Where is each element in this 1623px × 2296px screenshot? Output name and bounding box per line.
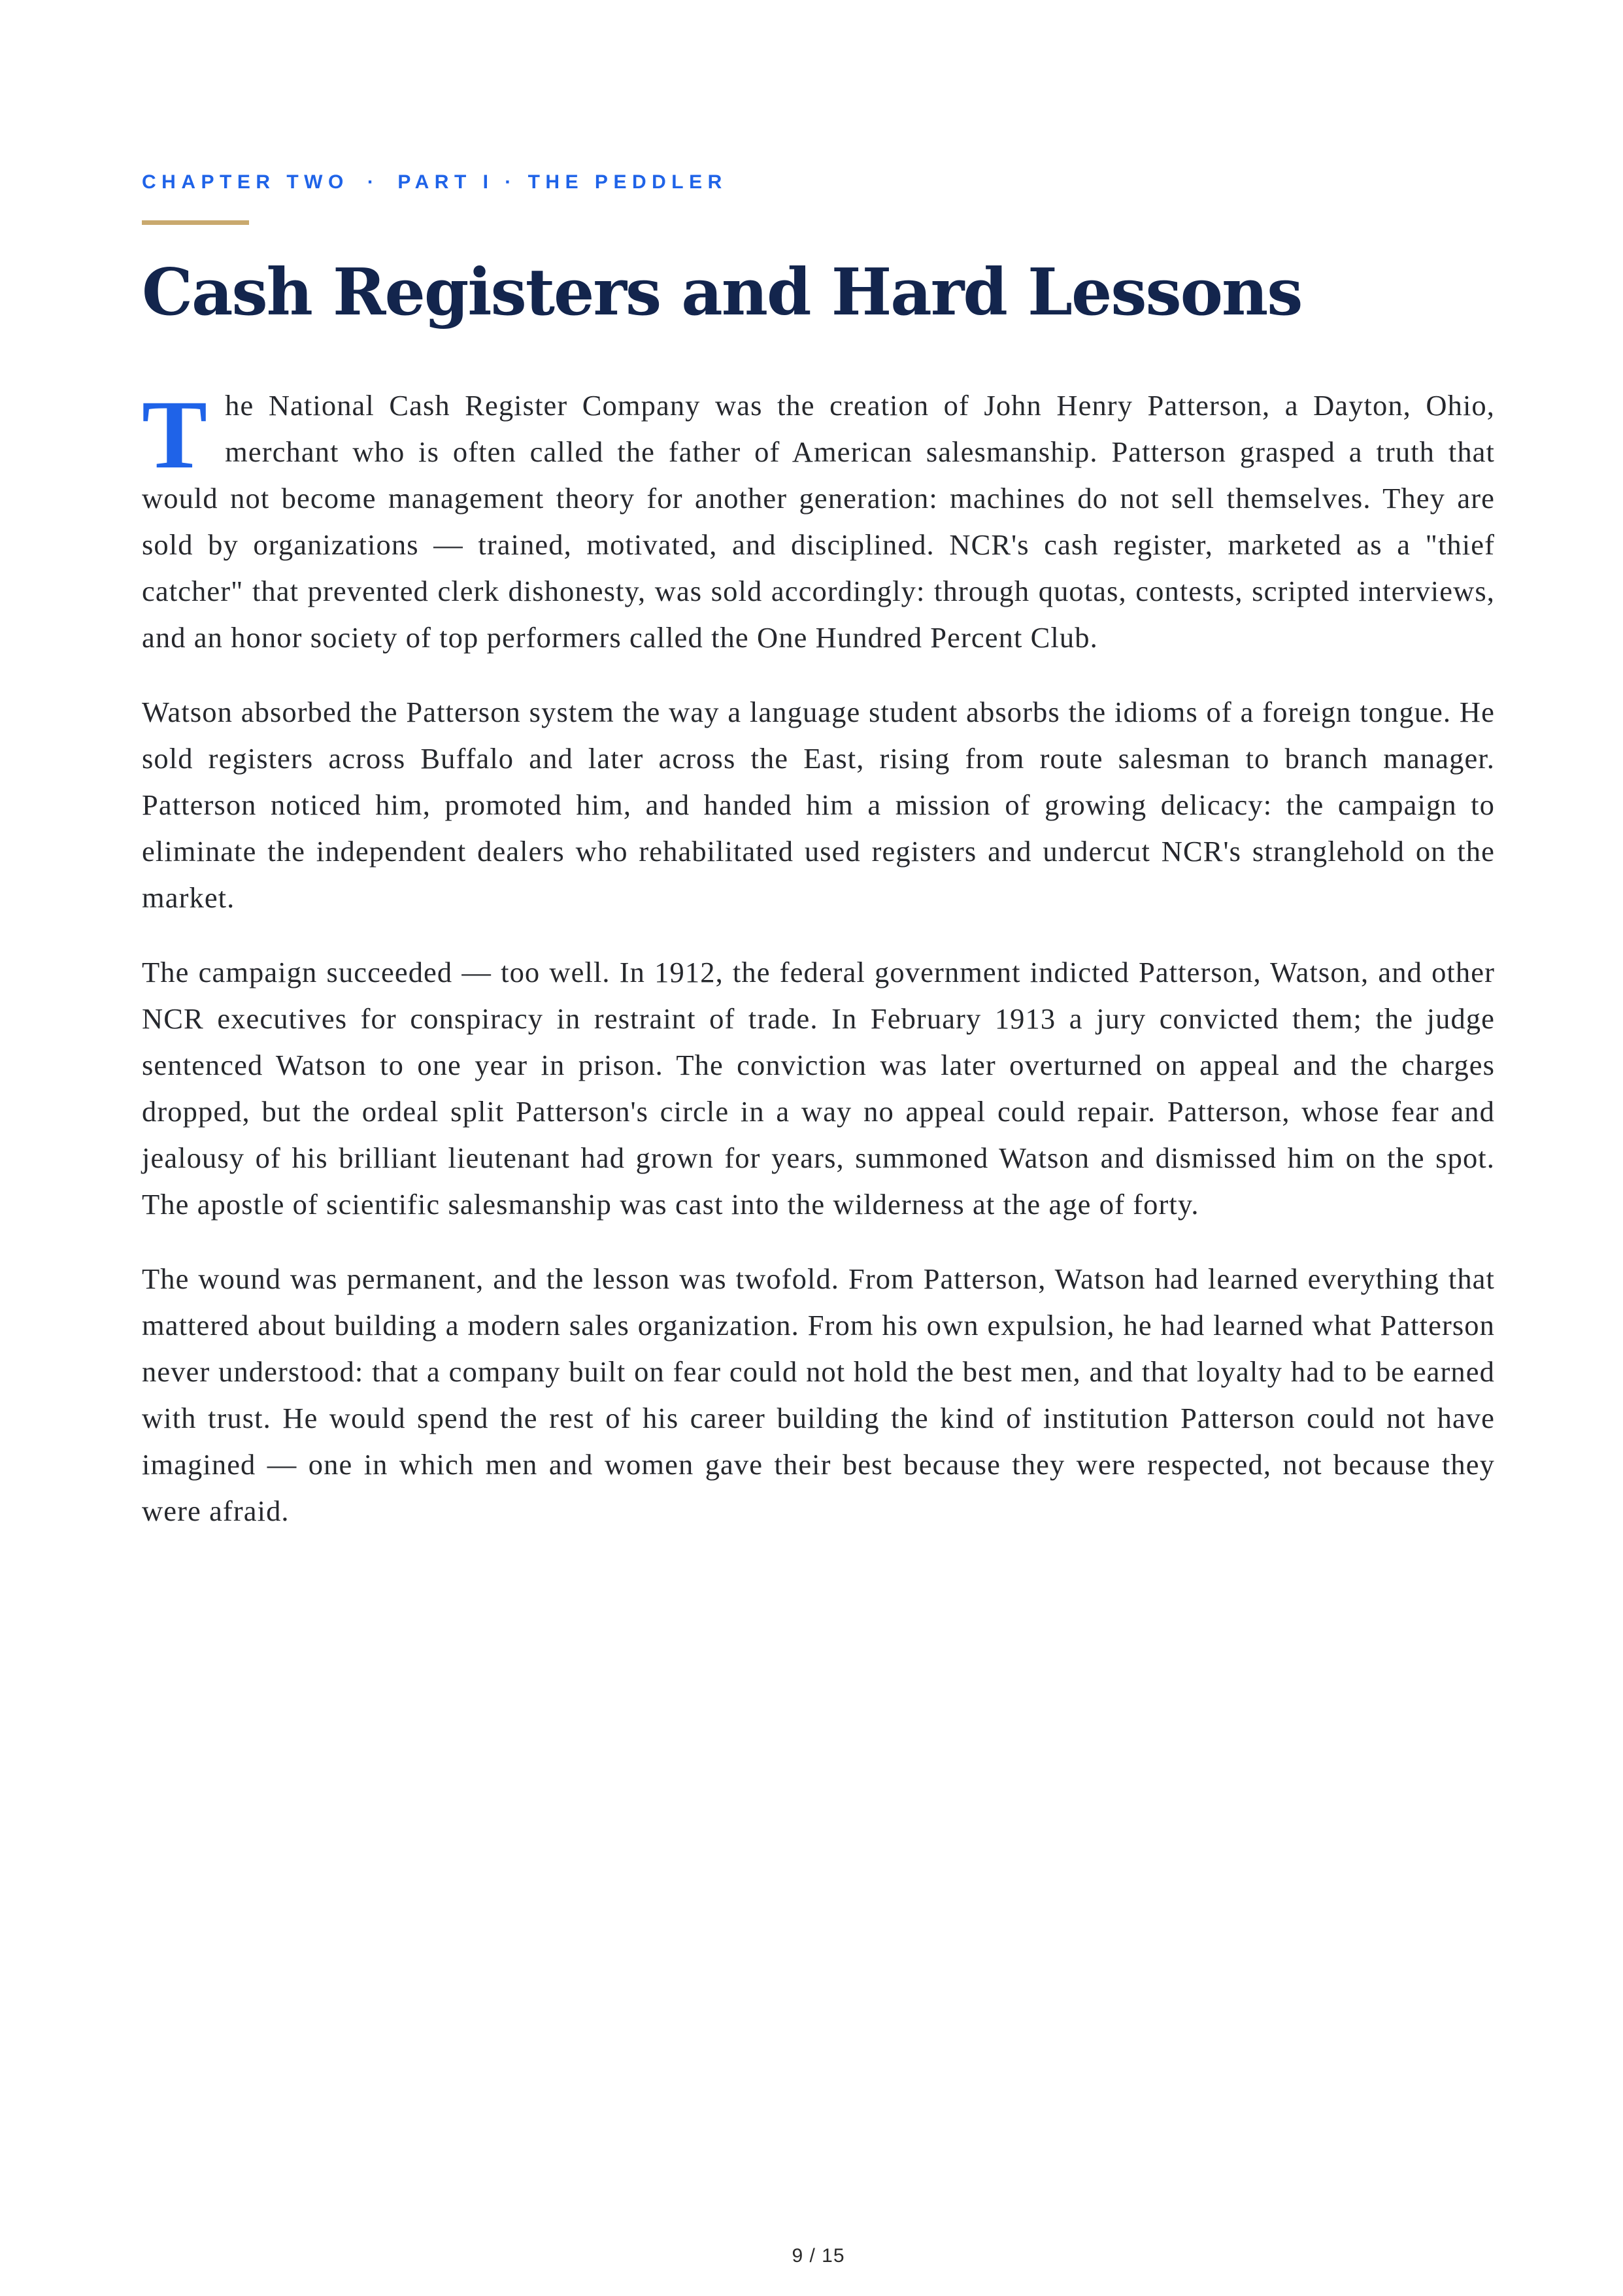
chapter-title: Cash Registers and Hard Lessons [142,255,1302,330]
drop-cap: T [142,380,209,489]
paragraph-1-text: he National Cash Register Company was the creation of John Henry Patterson, a Dayton, Ohio, merchant who is often called the father of American salesmanship. Patterson grasped a truth that would not become management theory for another generation: machines do not sell themselves. They are sold by organizations — trained, motivated, and disciplined. NCR's cash register, marketed as a "thief catcher" that prevented clerk dishonesty, was sold accordingly: through quotas, contests, scripted interviews, and an honor society of top performers called the One Hundred Percent Club. [142,389,1495,654]
paragraph-2: Watson absorbed the Patterson system the way a language student absorbs the idioms of a foreign tongue. He sold registers across Buffalo and later across the East, rising from route salesman to branch manager. Patterson noticed him, promoted him, and handed him a mission of growing delicacy: the campaign to eliminate the independent dealers who rehabilitated used registers and undercut NCR's stranglehold on the market. [142,696,1495,914]
accent-rule [142,220,249,225]
chapter-label: CHAPTER TWO [142,171,349,193]
paragraph-3: The campaign succeeded — too well. In 1912, the federal government indicted Patterson, Watson, and other NCR executives for conspiracy in restraint of trade. In February 1913 a jury convicted them; the judge sentenced Watson to one year in prison. The conviction was later overturned on appeal and the charges dropped, but the ordeal split Patterson's circle in a way no appeal could repair. Patterson, whose fear and jealousy of his brilliant lieutenant had grown for years, summoned Watson and dismissed him on the spot. The apostle of scientific salesmanship was cast into the wilderness at the age of forty. [142,956,1495,1221]
page-number: 9 / 15 [792,2245,845,2267]
paragraph-4: The wound was permanent, and the lesson was twofold. From Patterson, Watson had learned everything that mattered about building a modern sales organization. From his own expulsion, he had learned what Patterson never understood: that a company built on fear could not hold the best men, and that loyalty had to be earned with trust. He would spend the rest of his career building the kind of institution Patterson could not have imagined — one in which men and women gave their best because they were respected, not because they were afraid. [142,1262,1495,1527]
chapter-header [142,171,728,194]
paragraph-1 [142,382,1495,661]
part-label: PART I · THE PEDDLER [397,171,728,193]
header-separator: · [367,171,380,193]
chapter-body [142,382,1495,1562]
document-page [142,0,1495,2296]
